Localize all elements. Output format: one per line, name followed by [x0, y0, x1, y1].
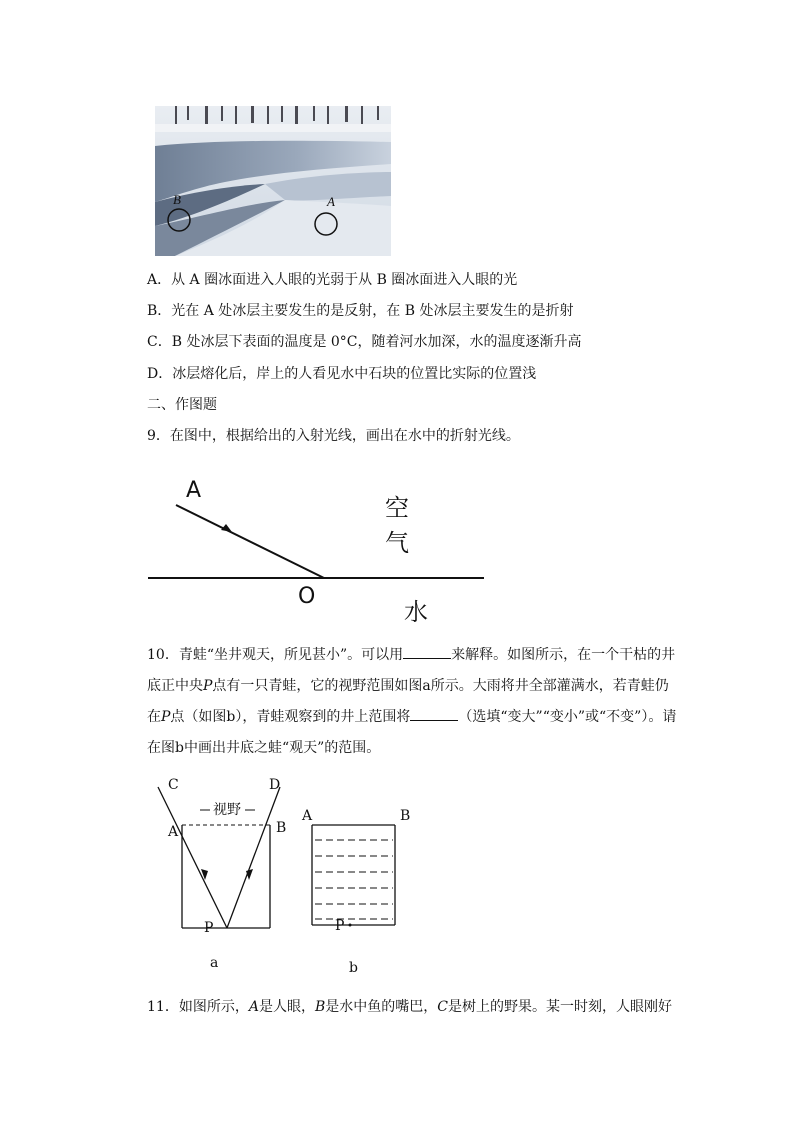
q10-part4: 点（如图b），青蛙观察到的井上范围将 [170, 709, 411, 725]
fig-a-label-c: C [168, 777, 179, 793]
q10-blank-2[interactable] [410, 705, 458, 721]
question-9-text: 9．在图中，根据给出的入射光线，画出在水中的折射光线。 [147, 428, 520, 444]
option-b: B．光在 A 处冰层主要发生的是反射，在 B 处冰层主要发生的是折射 [147, 303, 574, 319]
question-10-text [147, 640, 677, 764]
fig-a-label-b: B [276, 820, 287, 836]
fig-b-label-a: A [302, 808, 313, 824]
q11-t3: 是水中鱼的嘴巴， [325, 999, 438, 1015]
q10-part1: 10．青蛙“坐井观天，所见甚小”。可以用 [147, 647, 404, 663]
fig-a-label-a: A [168, 824, 179, 840]
q10-p: P [203, 678, 213, 694]
q11-t1: 11．如图所示， [147, 999, 249, 1015]
option-d: D．冰层熔化后，岸上的人看见水中石块的位置比实际的位置浅 [147, 366, 537, 382]
q11-b: B [314, 999, 326, 1015]
fig-a-label-view: 视野 [213, 802, 241, 818]
q9-label-a: A [186, 478, 202, 503]
q10-part2: 来解释。如图所示，在一个干枯的井底正中央 [147, 647, 676, 694]
q9-label-air-1: 空 [385, 494, 409, 522]
fig-b-label-p: P [335, 918, 345, 934]
q11-a: A [248, 999, 259, 1015]
q10-figure-a [150, 770, 290, 975]
q10-blank-1[interactable] [403, 643, 451, 659]
q11-t4: 是树上的野果。某一时刻，人眼刚好 [447, 999, 672, 1015]
fig-b-caption: b [349, 960, 358, 976]
q9-label-water: 水 [404, 598, 428, 626]
q9-label-o: O [298, 584, 316, 609]
q10-p2: P [161, 709, 171, 725]
q10-part5: （选填“变大”“变小”或“不变”）。请在图b中画出井底之蛙“观天”的范围。 [147, 709, 677, 756]
fig-a-label-p: P [204, 920, 214, 936]
q11-t2: 是人眼， [258, 999, 315, 1015]
photo-label-a: A [327, 194, 335, 209]
fig-b-label-b: B [400, 808, 411, 824]
option-c: C．B 处冰层下表面的温度是 0°C，随着河水加深，水的温度逐渐升高 [147, 334, 582, 350]
q9-refraction-diagram [140, 470, 500, 630]
option-a: A．从 A 圈冰面进入人眼的光弱于从 B 圈冰面进入人眼的光 [147, 272, 518, 288]
q10-figure-b [295, 800, 425, 980]
fig-a-label-d: D [269, 777, 281, 793]
photo-label-b: B [173, 192, 181, 207]
fig-a-caption: a [210, 955, 219, 971]
question-11-text [147, 997, 672, 1017]
frozen-river-photo [155, 106, 391, 256]
section-title: 二、作图题 [147, 397, 217, 413]
q11-c: C [437, 999, 448, 1015]
q9-label-air-2: 气 [385, 529, 409, 557]
q10-part3: 点有一只青蛙，它的视野范围如图a所示。大雨将井全部灌满水，若青蛙仍在 [147, 678, 669, 725]
